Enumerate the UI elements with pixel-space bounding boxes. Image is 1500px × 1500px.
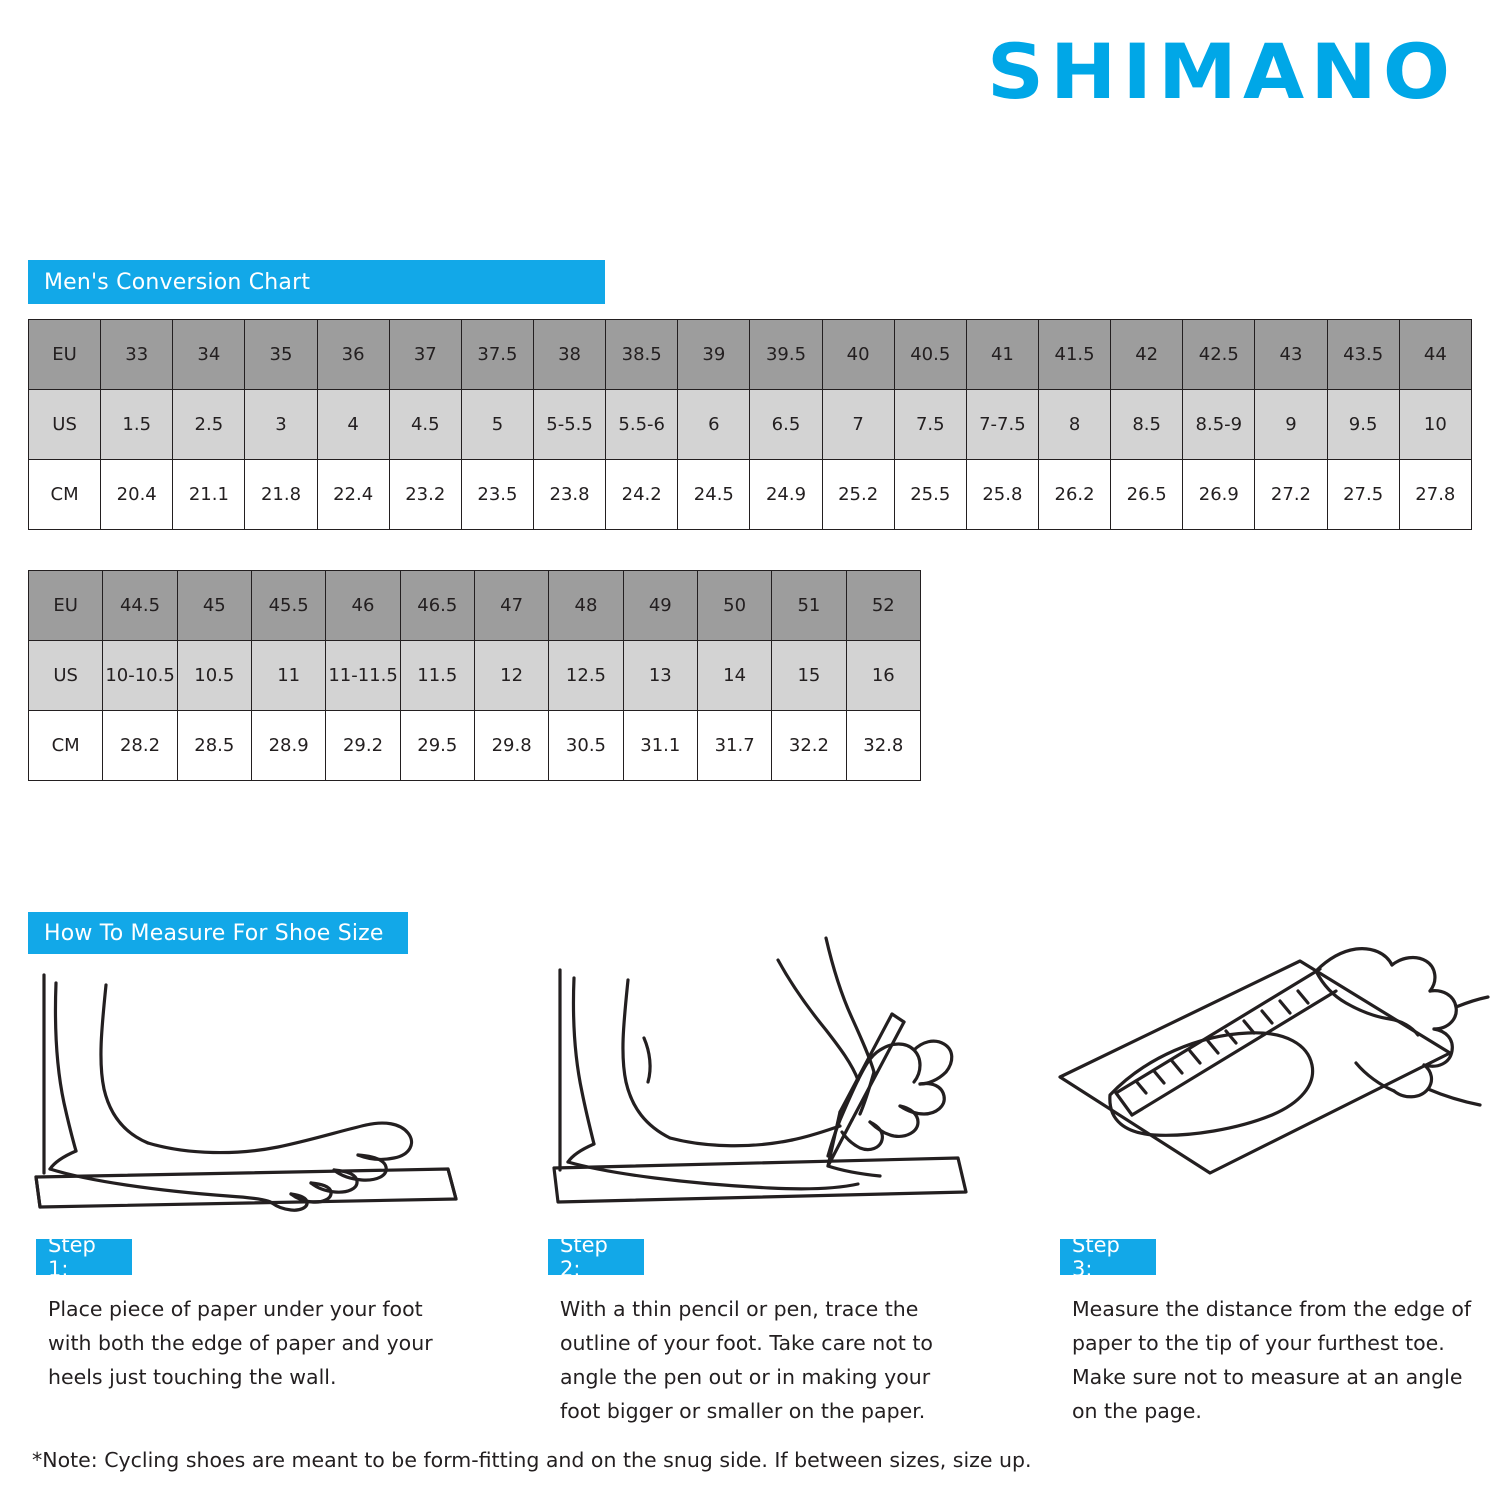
cell-us: 13 bbox=[623, 641, 697, 711]
cell-eu: 46.5 bbox=[400, 571, 474, 641]
table-row bbox=[29, 320, 1472, 390]
cell-eu: 39.5 bbox=[750, 320, 822, 390]
row-label-eu: EU bbox=[29, 320, 101, 390]
table-row bbox=[29, 390, 1472, 460]
cell-eu: 42.5 bbox=[1183, 320, 1255, 390]
cell-eu: 44.5 bbox=[103, 571, 177, 641]
cell-cm: 28.2 bbox=[103, 711, 177, 781]
cell-cm: 29.2 bbox=[326, 711, 400, 781]
cell-eu: 45 bbox=[177, 571, 251, 641]
cell-cm: 23.2 bbox=[389, 460, 461, 530]
cell-cm: 24.2 bbox=[606, 460, 678, 530]
cell-eu: 38 bbox=[533, 320, 605, 390]
cell-cm: 28.9 bbox=[251, 711, 325, 781]
cell-eu: 33 bbox=[101, 320, 173, 390]
cell-eu: 34 bbox=[173, 320, 245, 390]
cell-cm: 25.8 bbox=[966, 460, 1038, 530]
cell-us: 6 bbox=[678, 390, 750, 460]
step-3-text: Measure the distance from the edge of paper to the tip of your furthest toe. Make sure not to measure at an angle on the page. bbox=[1072, 1297, 1472, 1423]
cell-us: 8.5 bbox=[1111, 390, 1183, 460]
cell-cm: 27.8 bbox=[1399, 460, 1471, 530]
cell-eu: 41 bbox=[966, 320, 1038, 390]
cell-cm: 25.2 bbox=[822, 460, 894, 530]
row-label-us: US bbox=[29, 641, 103, 711]
measuring-outline-illustration bbox=[1050, 925, 1490, 1225]
cell-us: 11.5 bbox=[400, 641, 474, 711]
cell-cm: 30.5 bbox=[549, 711, 623, 781]
cell-cm: 27.5 bbox=[1327, 460, 1399, 530]
cell-us: 7-7.5 bbox=[966, 390, 1038, 460]
how-to-measure-header: How To Measure For Shoe Size bbox=[28, 912, 408, 954]
row-label-cm: CM bbox=[29, 460, 101, 530]
cell-eu: 50 bbox=[697, 571, 771, 641]
cell-cm: 29.8 bbox=[474, 711, 548, 781]
cell-eu: 52 bbox=[846, 571, 920, 641]
cell-eu: 43.5 bbox=[1327, 320, 1399, 390]
cell-eu: 36 bbox=[317, 320, 389, 390]
cell-us: 10 bbox=[1399, 390, 1471, 460]
cell-us: 9.5 bbox=[1327, 390, 1399, 460]
cell-eu: 44 bbox=[1399, 320, 1471, 390]
cell-cm: 27.2 bbox=[1255, 460, 1327, 530]
cell-us: 12.5 bbox=[549, 641, 623, 711]
cell-cm: 26.5 bbox=[1111, 460, 1183, 530]
foot-on-paper-illustration bbox=[28, 965, 498, 1225]
cell-us: 11-11.5 bbox=[326, 641, 400, 711]
cell-cm: 32.8 bbox=[846, 711, 920, 781]
cell-eu: 39 bbox=[678, 320, 750, 390]
cell-us: 4.5 bbox=[389, 390, 461, 460]
cell-eu: 49 bbox=[623, 571, 697, 641]
cell-cm: 32.2 bbox=[772, 711, 846, 781]
cell-cm: 31.1 bbox=[623, 711, 697, 781]
conversion-table-2 bbox=[28, 570, 921, 781]
cell-cm: 31.7 bbox=[697, 711, 771, 781]
cell-cm: 23.5 bbox=[461, 460, 533, 530]
cell-us: 3 bbox=[245, 390, 317, 460]
cell-us: 1.5 bbox=[101, 390, 173, 460]
cell-eu: 41.5 bbox=[1038, 320, 1110, 390]
cell-eu: 40 bbox=[822, 320, 894, 390]
cell-cm: 26.9 bbox=[1183, 460, 1255, 530]
tracing-foot-illustration bbox=[540, 930, 1010, 1225]
table-row bbox=[29, 641, 921, 711]
row-label-eu: EU bbox=[29, 571, 103, 641]
cell-us: 5-5.5 bbox=[533, 390, 605, 460]
cell-eu: 47 bbox=[474, 571, 548, 641]
cell-cm: 21.1 bbox=[173, 460, 245, 530]
cell-eu: 43 bbox=[1255, 320, 1327, 390]
cell-us: 8.5-9 bbox=[1183, 390, 1255, 460]
cell-cm: 28.5 bbox=[177, 711, 251, 781]
cell-us: 5 bbox=[461, 390, 533, 460]
cell-us: 10.5 bbox=[177, 641, 251, 711]
mens-conversion-chart-header: Men's Conversion Chart bbox=[28, 260, 605, 304]
cell-us: 2.5 bbox=[173, 390, 245, 460]
step-2-text: With a thin pencil or pen, trace the outline of your foot. Take care not to angle the pen out or in making your foot bigger or smaller on the paper. bbox=[560, 1297, 933, 1423]
cell-us: 5.5-6 bbox=[606, 390, 678, 460]
cell-cm: 21.8 bbox=[245, 460, 317, 530]
cell-us: 9 bbox=[1255, 390, 1327, 460]
cell-us: 4 bbox=[317, 390, 389, 460]
cell-cm: 25.5 bbox=[894, 460, 966, 530]
cell-eu: 51 bbox=[772, 571, 846, 641]
step-1-badge: Step 1: bbox=[36, 1239, 132, 1275]
cell-us: 6.5 bbox=[750, 390, 822, 460]
cell-us: 16 bbox=[846, 641, 920, 711]
table-row bbox=[29, 711, 921, 781]
cell-cm: 23.8 bbox=[533, 460, 605, 530]
table-row bbox=[29, 571, 921, 641]
cell-us: 15 bbox=[772, 641, 846, 711]
cell-eu: 37 bbox=[389, 320, 461, 390]
cell-us: 10-10.5 bbox=[103, 641, 177, 711]
cell-cm: 22.4 bbox=[317, 460, 389, 530]
size-note: *Note: Cycling shoes are meant to be form-fitting and on the snug side. If between sizes, size up. bbox=[32, 1448, 1032, 1472]
cell-eu: 37.5 bbox=[461, 320, 533, 390]
cell-us: 7.5 bbox=[894, 390, 966, 460]
cell-us: 7 bbox=[822, 390, 894, 460]
cell-cm: 24.5 bbox=[678, 460, 750, 530]
shimano-logo: SHIMANO bbox=[986, 27, 1456, 116]
cell-cm: 26.2 bbox=[1038, 460, 1110, 530]
conversion-table-1 bbox=[28, 319, 1472, 530]
table-row bbox=[29, 460, 1472, 530]
cell-eu: 38.5 bbox=[606, 320, 678, 390]
cell-eu: 42 bbox=[1111, 320, 1183, 390]
cell-eu: 45.5 bbox=[251, 571, 325, 641]
cell-us: 14 bbox=[697, 641, 771, 711]
step-3-badge: Step 3: bbox=[1060, 1239, 1156, 1275]
step-1-text: Place piece of paper under your foot with both the edge of paper and your heels just touching the wall. bbox=[48, 1297, 433, 1389]
cell-cm: 29.5 bbox=[400, 711, 474, 781]
cell-eu: 40.5 bbox=[894, 320, 966, 390]
cell-cm: 20.4 bbox=[101, 460, 173, 530]
step-2-badge: Step 2: bbox=[548, 1239, 644, 1275]
cell-eu: 48 bbox=[549, 571, 623, 641]
cell-eu: 35 bbox=[245, 320, 317, 390]
row-label-cm: CM bbox=[29, 711, 103, 781]
cell-us: 11 bbox=[251, 641, 325, 711]
cell-cm: 24.9 bbox=[750, 460, 822, 530]
row-label-us: US bbox=[29, 390, 101, 460]
cell-us: 8 bbox=[1038, 390, 1110, 460]
cell-us: 12 bbox=[474, 641, 548, 711]
cell-eu: 46 bbox=[326, 571, 400, 641]
